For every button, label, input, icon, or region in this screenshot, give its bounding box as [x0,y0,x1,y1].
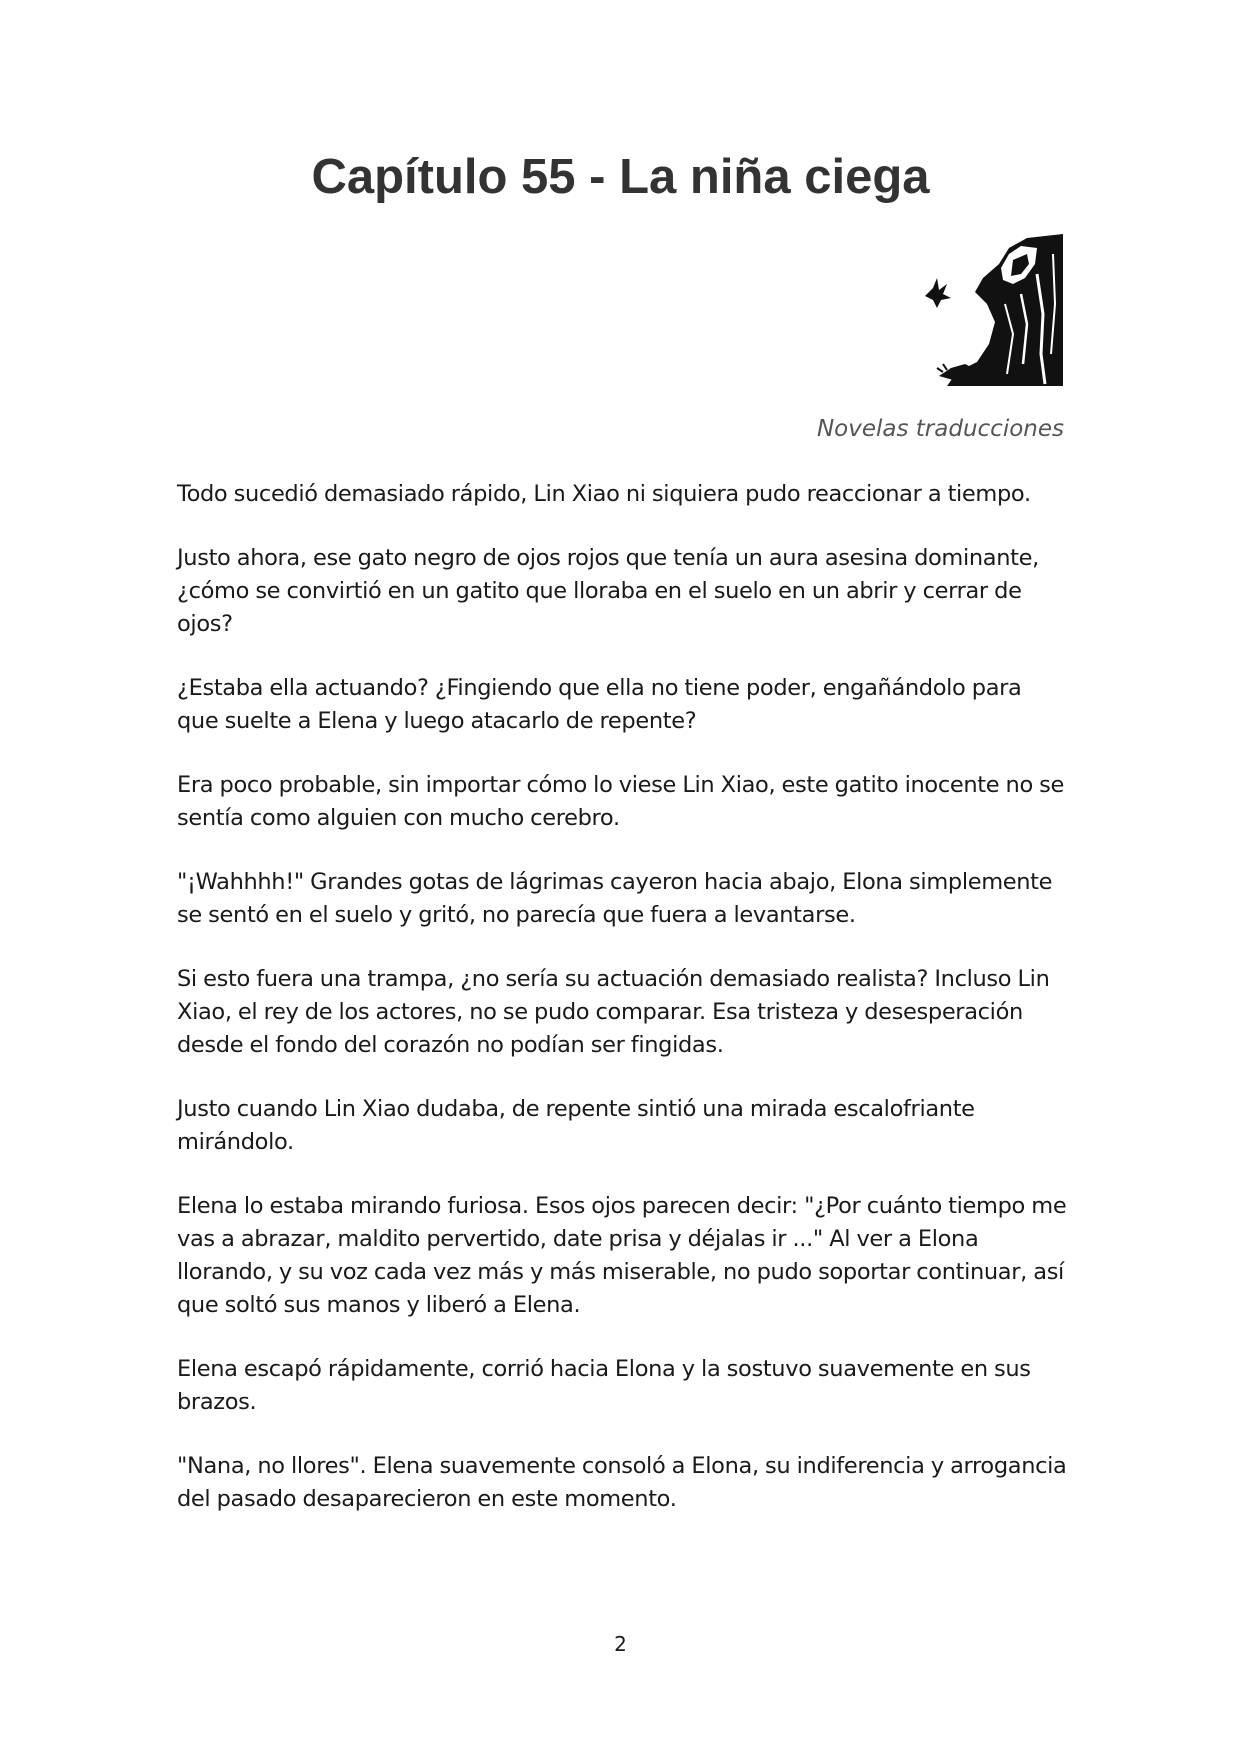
paragraph: Todo sucedió demasiado rápido, Lin Xiao ni siquiera pudo reaccionar a tiempo. [177,481,1031,507]
paragraph: Si esto fuera una trampa, ¿no sería su actuación demasiado realista? Incluso Lin Xiao, el rey de los actores, no se pudo comparar. Esa tristeza y desesperación desde el fondo del corazón no podían ser fingidas. [177,966,1050,1058]
hooded-figure-with-bird-icon [917,234,1063,386]
translator-credit: Novelas traducciones [816,416,1064,442]
paragraph: Era poco probable, sin importar cómo lo viese Lin Xiao, este gatito inocente no se sentía como alguien con mucho cerebro. [177,772,1065,831]
chapter-title: Capítulo 55 - La niña ciega [311,150,930,204]
paragraph: Elena escapó rápidamente, corrió hacia Elona y la sostuvo suavemente en sus brazos. [177,1356,1031,1415]
paragraph: Justo ahora, ese gato negro de ojos rojos que tenía un aura asesina dominante, ¿cómo se convirtió en un gatito que lloraba en el suelo en un abrir y cerrar de ojos? [177,545,1039,637]
paragraph: Elena lo estaba mirando furiosa. Esos ojos parecen decir: "¿Por cuánto tiempo me vas a abrazar, maldito pervertido, date prisa y déjalas ir ..." Al ver a Elona llorando, y su voz cada vez más y más miserable, no pudo soportar continuar, así que soltó sus manos y liberó a Elena. [177,1193,1067,1318]
paragraph: Justo cuando Lin Xiao dudaba, de repente sintió una mirada escalofriante mirándolo. [177,1096,975,1155]
paragraph: "Nana, no llores". Elena suavemente consoló a Elona, su indiferencia y arrogancia del pasado desaparecieron en este momento. [177,1453,1067,1512]
page-number: 2 [614,1632,627,1656]
chapter-body [177,478,1067,1547]
paragraph: ¿Estaba ella actuando? ¿Fingiendo que ella no tiene poder, engañándolo para que suelte a Elena y luego atacarlo de repente? [177,675,1022,734]
paragraph: "¡Wahhhh!" Grandes gotas de lágrimas cayeron hacia abajo, Elona simplemente se sentó en el suelo y gritó, no parecía que fuera a levantarse. [177,869,1053,928]
